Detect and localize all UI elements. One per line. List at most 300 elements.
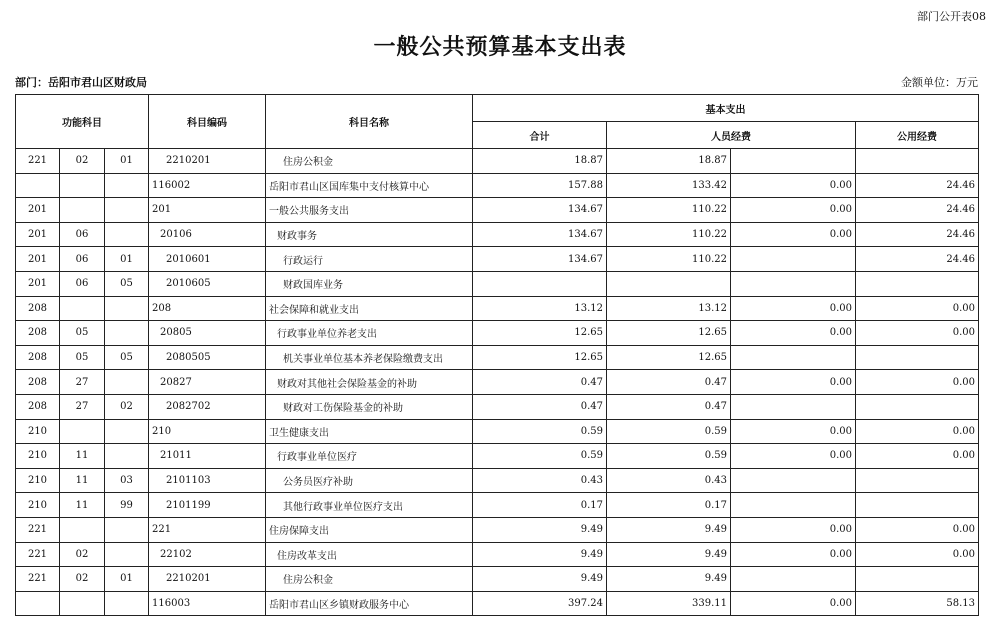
item-cell bbox=[105, 173, 149, 198]
class-cell-text: 221 bbox=[27, 573, 48, 585]
personnel-extra-cell bbox=[731, 419, 856, 444]
total-cell bbox=[473, 567, 607, 592]
name-cell-text: 一般公共服务支出 bbox=[269, 206, 350, 218]
personnel-extra-cell bbox=[731, 271, 856, 296]
code-cell-text: 2210201 bbox=[166, 155, 211, 167]
section-cell-text: 27 bbox=[75, 401, 89, 413]
code-cell-text: 210 bbox=[152, 425, 172, 437]
total-cell bbox=[473, 370, 607, 395]
section-cell bbox=[60, 247, 105, 272]
class-cell-text: 221 bbox=[27, 548, 48, 560]
page-title: 一般公共预算基本支出表 bbox=[373, 34, 627, 60]
section-cell bbox=[60, 370, 105, 395]
table-row bbox=[16, 198, 979, 223]
class-cell-text: 201 bbox=[27, 253, 48, 265]
section-cell bbox=[60, 468, 105, 493]
section-cell bbox=[60, 222, 105, 247]
item-cell-text: 02 bbox=[120, 401, 133, 413]
header-basic-expenditure: 基本支出 bbox=[473, 95, 979, 122]
code-cell bbox=[149, 493, 266, 518]
personnel-cell-text: 0.47 bbox=[704, 401, 728, 413]
total-cell bbox=[473, 542, 607, 567]
name-cell bbox=[266, 394, 473, 419]
code-cell bbox=[149, 591, 266, 616]
item-cell bbox=[105, 444, 149, 469]
item-cell-text: 99 bbox=[120, 499, 133, 511]
name-cell bbox=[266, 591, 473, 616]
total-cell-text: 134.67 bbox=[568, 229, 604, 241]
item-cell bbox=[105, 271, 149, 296]
class-cell bbox=[16, 198, 60, 223]
personnel-cell-text: 12.65 bbox=[698, 327, 728, 339]
class-cell-text: 208 bbox=[27, 327, 48, 339]
total-cell bbox=[473, 468, 607, 493]
table-row bbox=[16, 321, 979, 346]
total-cell-text: 134.67 bbox=[568, 204, 604, 216]
item-cell bbox=[105, 517, 149, 542]
form-number: 部门公开表08 bbox=[917, 10, 986, 23]
total-cell-text: 0.59 bbox=[580, 425, 604, 437]
table-row bbox=[16, 173, 979, 198]
item-cell-text: 01 bbox=[120, 573, 133, 585]
section-cell-text: 11 bbox=[75, 499, 89, 511]
header-subject-code: 科目编码 bbox=[149, 95, 266, 149]
item-cell bbox=[105, 493, 149, 518]
personnel-cell bbox=[607, 591, 731, 616]
public-cell bbox=[856, 542, 979, 567]
name-cell bbox=[266, 321, 473, 346]
total-cell-text: 397.24 bbox=[568, 597, 604, 609]
section-cell-text: 02 bbox=[75, 548, 89, 560]
name-cell-text: 财政国库业务 bbox=[283, 280, 344, 292]
personnel-extra-cell bbox=[731, 198, 856, 223]
code-cell-text: 20805 bbox=[160, 327, 192, 339]
total-cell-text: 13.12 bbox=[574, 302, 604, 314]
personnel-cell-text: 0.47 bbox=[704, 376, 728, 388]
header-total: 合计 bbox=[473, 122, 607, 149]
class-cell bbox=[16, 296, 60, 321]
name-cell bbox=[266, 222, 473, 247]
name-cell-text: 其他行政事业单位医疗支出 bbox=[283, 501, 404, 513]
personnel-cell-text: 110.22 bbox=[692, 229, 728, 241]
code-cell-text: 116002 bbox=[152, 179, 191, 191]
total-cell-text: 0.17 bbox=[580, 499, 604, 511]
class-cell-text: 210 bbox=[27, 450, 48, 462]
item-cell bbox=[105, 198, 149, 223]
total-cell-text: 0.43 bbox=[580, 475, 604, 487]
personnel-cell-text: 0.59 bbox=[704, 425, 728, 437]
table-row bbox=[16, 394, 979, 419]
public-cell bbox=[856, 567, 979, 592]
personnel-cell bbox=[607, 370, 731, 395]
class-cell bbox=[16, 247, 60, 272]
section-cell-text: 02 bbox=[75, 155, 89, 167]
class-cell bbox=[16, 542, 60, 567]
name-cell-text: 住房公积金 bbox=[283, 575, 334, 587]
section-cell bbox=[60, 296, 105, 321]
public-cell bbox=[856, 296, 979, 321]
section-cell bbox=[60, 345, 105, 370]
personnel-cell-text: 339.11 bbox=[692, 597, 728, 609]
personnel-cell bbox=[607, 271, 731, 296]
public-cell-text: 0.00 bbox=[952, 327, 976, 339]
class-cell-text: 210 bbox=[27, 499, 48, 511]
public-cell bbox=[856, 591, 979, 616]
public-cell-text: 24.46 bbox=[946, 204, 976, 216]
personnel-extra-cell bbox=[731, 222, 856, 247]
public-cell bbox=[856, 247, 979, 272]
public-cell-text: 24.46 bbox=[946, 229, 976, 241]
personnel-extra-cell-text: 0.00 bbox=[829, 450, 853, 462]
total-cell bbox=[473, 517, 607, 542]
item-cell bbox=[105, 468, 149, 493]
personnel-cell-text: 9.49 bbox=[704, 524, 728, 536]
personnel-cell-text: 110.22 bbox=[692, 253, 728, 265]
name-cell bbox=[266, 468, 473, 493]
personnel-cell bbox=[607, 222, 731, 247]
class-cell bbox=[16, 444, 60, 469]
personnel-cell bbox=[607, 542, 731, 567]
section-cell bbox=[60, 419, 105, 444]
item-cell-text: 05 bbox=[120, 352, 133, 364]
name-cell-text: 财政事务 bbox=[277, 231, 318, 243]
class-cell bbox=[16, 222, 60, 247]
personnel-cell-text: 133.42 bbox=[692, 179, 728, 191]
personnel-cell-text: 9.49 bbox=[704, 573, 728, 585]
public-cell bbox=[856, 419, 979, 444]
total-cell bbox=[473, 198, 607, 223]
section-cell-text: 27 bbox=[75, 376, 89, 388]
personnel-cell bbox=[607, 296, 731, 321]
personnel-cell-text: 9.49 bbox=[704, 548, 728, 560]
name-cell bbox=[266, 345, 473, 370]
total-cell-text: 9.49 bbox=[580, 548, 604, 560]
public-cell bbox=[856, 321, 979, 346]
code-cell-text: 20827 bbox=[160, 376, 192, 388]
table-row bbox=[16, 542, 979, 567]
table-row bbox=[16, 370, 979, 395]
section-cell bbox=[60, 198, 105, 223]
personnel-cell bbox=[607, 444, 731, 469]
item-cell bbox=[105, 296, 149, 321]
class-cell bbox=[16, 394, 60, 419]
total-cell-text: 0.47 bbox=[580, 401, 604, 413]
class-cell-text: 208 bbox=[27, 302, 48, 314]
public-cell-text: 0.00 bbox=[952, 524, 976, 536]
class-cell-text: 208 bbox=[27, 352, 48, 364]
item-cell-text: 03 bbox=[120, 475, 133, 487]
public-cell bbox=[856, 394, 979, 419]
amount-unit-label: 金额单位：万元 bbox=[901, 76, 978, 89]
header-public-expense: 公用经费 bbox=[856, 122, 979, 149]
name-cell-text: 住房公积金 bbox=[283, 157, 334, 169]
code-cell bbox=[149, 567, 266, 592]
total-cell-text: 9.49 bbox=[580, 573, 604, 585]
personnel-extra-cell-text: 0.00 bbox=[829, 597, 853, 609]
class-cell bbox=[16, 468, 60, 493]
name-cell bbox=[266, 247, 473, 272]
public-cell-text: 58.13 bbox=[946, 597, 976, 609]
public-cell bbox=[856, 222, 979, 247]
section-cell bbox=[60, 591, 105, 616]
personnel-extra-cell bbox=[731, 542, 856, 567]
name-cell-text: 卫生健康支出 bbox=[269, 427, 330, 439]
public-cell bbox=[856, 345, 979, 370]
class-cell-text: 210 bbox=[27, 425, 48, 437]
total-cell-text: 12.65 bbox=[574, 327, 604, 339]
personnel-extra-cell bbox=[731, 517, 856, 542]
section-cell-text: 11 bbox=[75, 450, 89, 462]
personnel-extra-cell bbox=[731, 591, 856, 616]
code-cell bbox=[149, 517, 266, 542]
total-cell bbox=[473, 247, 607, 272]
public-cell bbox=[856, 173, 979, 198]
personnel-extra-cell bbox=[731, 370, 856, 395]
code-cell bbox=[149, 345, 266, 370]
personnel-cell bbox=[607, 567, 731, 592]
total-cell bbox=[473, 394, 607, 419]
public-cell bbox=[856, 468, 979, 493]
basic-expenditure-table bbox=[15, 94, 979, 616]
class-cell-text: 208 bbox=[27, 376, 48, 388]
public-cell-text: 0.00 bbox=[952, 548, 976, 560]
section-cell-text: 05 bbox=[75, 327, 89, 339]
code-cell bbox=[149, 296, 266, 321]
table-row bbox=[16, 149, 979, 174]
personnel-extra-cell bbox=[731, 296, 856, 321]
table-row bbox=[16, 591, 979, 616]
name-cell-text: 岳阳市君山区国库集中支付核算中心 bbox=[269, 181, 430, 193]
code-cell bbox=[149, 222, 266, 247]
code-cell-text: 208 bbox=[152, 302, 172, 314]
total-cell bbox=[473, 149, 607, 174]
total-cell-text: 12.65 bbox=[574, 352, 604, 364]
name-cell-text: 社会保障和就业支出 bbox=[269, 304, 360, 316]
class-cell bbox=[16, 173, 60, 198]
total-cell-text: 157.88 bbox=[568, 179, 604, 191]
table-row bbox=[16, 296, 979, 321]
item-cell bbox=[105, 567, 149, 592]
public-cell bbox=[856, 198, 979, 223]
code-cell-text: 221 bbox=[152, 524, 172, 536]
item-cell bbox=[105, 419, 149, 444]
total-cell bbox=[473, 419, 607, 444]
section-cell-text: 06 bbox=[75, 278, 89, 290]
code-cell bbox=[149, 173, 266, 198]
table-row bbox=[16, 345, 979, 370]
personnel-extra-cell-text: 0.00 bbox=[829, 524, 853, 536]
item-cell-text: 01 bbox=[120, 155, 133, 167]
class-cell-text: 221 bbox=[27, 524, 48, 536]
table-row bbox=[16, 493, 979, 518]
code-cell bbox=[149, 271, 266, 296]
code-cell bbox=[149, 247, 266, 272]
class-cell-text: 210 bbox=[27, 475, 48, 487]
code-cell-text: 2082702 bbox=[166, 401, 211, 413]
name-cell-text: 财政对其他社会保险基金的补助 bbox=[277, 378, 418, 390]
item-cell bbox=[105, 370, 149, 395]
table-row bbox=[16, 419, 979, 444]
public-cell bbox=[856, 271, 979, 296]
personnel-extra-cell bbox=[731, 444, 856, 469]
code-cell-text: 2101199 bbox=[166, 499, 211, 511]
public-cell-text: 0.00 bbox=[952, 450, 976, 462]
personnel-extra-cell-text: 0.00 bbox=[829, 376, 853, 388]
public-cell bbox=[856, 444, 979, 469]
personnel-cell-text: 0.43 bbox=[704, 475, 728, 487]
personnel-cell-text: 12.65 bbox=[698, 352, 728, 364]
header-subject-name: 科目名称 bbox=[266, 95, 473, 149]
name-cell bbox=[266, 517, 473, 542]
section-cell bbox=[60, 173, 105, 198]
section-cell bbox=[60, 517, 105, 542]
name-cell bbox=[266, 149, 473, 174]
name-cell bbox=[266, 444, 473, 469]
code-cell-text: 21011 bbox=[160, 450, 192, 462]
personnel-extra-cell-text: 0.00 bbox=[829, 327, 853, 339]
personnel-extra-cell-text: 0.00 bbox=[829, 204, 853, 216]
class-cell bbox=[16, 321, 60, 346]
total-cell bbox=[473, 222, 607, 247]
section-cell bbox=[60, 321, 105, 346]
item-cell bbox=[105, 542, 149, 567]
section-cell bbox=[60, 444, 105, 469]
public-cell bbox=[856, 493, 979, 518]
total-cell bbox=[473, 321, 607, 346]
total-cell-text: 0.59 bbox=[580, 450, 604, 462]
name-cell bbox=[266, 419, 473, 444]
name-cell bbox=[266, 173, 473, 198]
section-cell-text: 05 bbox=[75, 352, 89, 364]
code-cell bbox=[149, 468, 266, 493]
public-cell bbox=[856, 517, 979, 542]
header-function-subject: 功能科目 bbox=[16, 95, 149, 149]
personnel-cell-text: 0.59 bbox=[704, 450, 728, 462]
personnel-cell-text: 0.17 bbox=[704, 499, 728, 511]
section-cell bbox=[60, 567, 105, 592]
personnel-cell-text: 13.12 bbox=[698, 302, 728, 314]
item-cell bbox=[105, 222, 149, 247]
name-cell-text: 行政事业单位养老支出 bbox=[277, 329, 378, 341]
public-cell bbox=[856, 370, 979, 395]
public-cell-text: 0.00 bbox=[952, 302, 976, 314]
department-label: 部门：岳阳市君山区财政局 bbox=[15, 76, 147, 89]
code-cell bbox=[149, 419, 266, 444]
public-cell bbox=[856, 149, 979, 174]
personnel-extra-cell bbox=[731, 247, 856, 272]
public-cell-text: 24.46 bbox=[946, 179, 976, 191]
personnel-cell bbox=[607, 394, 731, 419]
section-cell bbox=[60, 271, 105, 296]
class-cell bbox=[16, 567, 60, 592]
item-cell bbox=[105, 321, 149, 346]
code-cell bbox=[149, 394, 266, 419]
class-cell bbox=[16, 345, 60, 370]
table-body bbox=[16, 149, 979, 616]
personnel-cell-text: 18.87 bbox=[698, 155, 728, 167]
name-cell-text: 行政事业单位医疗 bbox=[277, 452, 358, 464]
personnel-extra-cell-text: 0.00 bbox=[829, 302, 853, 314]
total-cell-text: 134.67 bbox=[568, 253, 604, 265]
item-cell bbox=[105, 149, 149, 174]
class-cell-text: 201 bbox=[27, 204, 48, 216]
personnel-cell bbox=[607, 345, 731, 370]
name-cell bbox=[266, 567, 473, 592]
personnel-extra-cell bbox=[731, 567, 856, 592]
name-cell-text: 公务员医疗补助 bbox=[283, 477, 354, 489]
total-cell bbox=[473, 493, 607, 518]
personnel-extra-cell bbox=[731, 321, 856, 346]
section-cell bbox=[60, 493, 105, 518]
code-cell-text: 201 bbox=[152, 204, 172, 216]
name-cell-text: 财政对工伤保险基金的补助 bbox=[283, 403, 404, 415]
table-row bbox=[16, 247, 979, 272]
total-cell-text: 9.49 bbox=[580, 524, 604, 536]
name-cell bbox=[266, 198, 473, 223]
public-cell-text: 0.00 bbox=[952, 425, 976, 437]
total-cell bbox=[473, 591, 607, 616]
name-cell-text: 岳阳市君山区乡镇财政服务中心 bbox=[269, 599, 410, 611]
name-cell bbox=[266, 370, 473, 395]
personnel-cell bbox=[607, 468, 731, 493]
personnel-extra-cell-text: 0.00 bbox=[829, 179, 853, 191]
section-cell-text: 06 bbox=[75, 229, 89, 241]
table-row bbox=[16, 517, 979, 542]
item-cell bbox=[105, 345, 149, 370]
total-cell bbox=[473, 345, 607, 370]
personnel-extra-cell bbox=[731, 173, 856, 198]
public-cell-text: 0.00 bbox=[952, 376, 976, 388]
total-cell-text: 0.47 bbox=[580, 376, 604, 388]
class-cell-text: 221 bbox=[27, 155, 48, 167]
code-cell-text: 2080505 bbox=[166, 352, 211, 364]
code-cell-text: 116003 bbox=[152, 597, 191, 609]
table-row bbox=[16, 222, 979, 247]
item-cell-text: 01 bbox=[120, 253, 133, 265]
total-cell bbox=[473, 271, 607, 296]
class-cell bbox=[16, 493, 60, 518]
name-cell bbox=[266, 542, 473, 567]
class-cell bbox=[16, 419, 60, 444]
code-cell-text: 2101103 bbox=[166, 475, 211, 487]
code-cell bbox=[149, 198, 266, 223]
personnel-cell bbox=[607, 173, 731, 198]
class-cell bbox=[16, 517, 60, 542]
public-cell-text: 24.46 bbox=[946, 253, 976, 265]
code-cell bbox=[149, 321, 266, 346]
total-cell bbox=[473, 296, 607, 321]
total-cell bbox=[473, 444, 607, 469]
name-cell-text: 机关事业单位基本养老保险缴费支出 bbox=[283, 354, 444, 366]
code-cell bbox=[149, 149, 266, 174]
section-cell bbox=[60, 149, 105, 174]
name-cell-text: 住房保障支出 bbox=[269, 526, 330, 538]
personnel-extra-cell bbox=[731, 468, 856, 493]
personnel-cell bbox=[607, 493, 731, 518]
personnel-extra-cell-text: 0.00 bbox=[829, 425, 853, 437]
class-cell-text: 201 bbox=[27, 229, 48, 241]
class-cell bbox=[16, 370, 60, 395]
code-cell bbox=[149, 370, 266, 395]
section-cell-text: 02 bbox=[75, 573, 89, 585]
personnel-cell bbox=[607, 321, 731, 346]
table-row bbox=[16, 444, 979, 469]
header-personnel-expense: 人员经费 bbox=[607, 122, 856, 149]
class-cell bbox=[16, 271, 60, 296]
section-cell bbox=[60, 542, 105, 567]
name-cell bbox=[266, 493, 473, 518]
section-cell-text: 11 bbox=[75, 475, 89, 487]
